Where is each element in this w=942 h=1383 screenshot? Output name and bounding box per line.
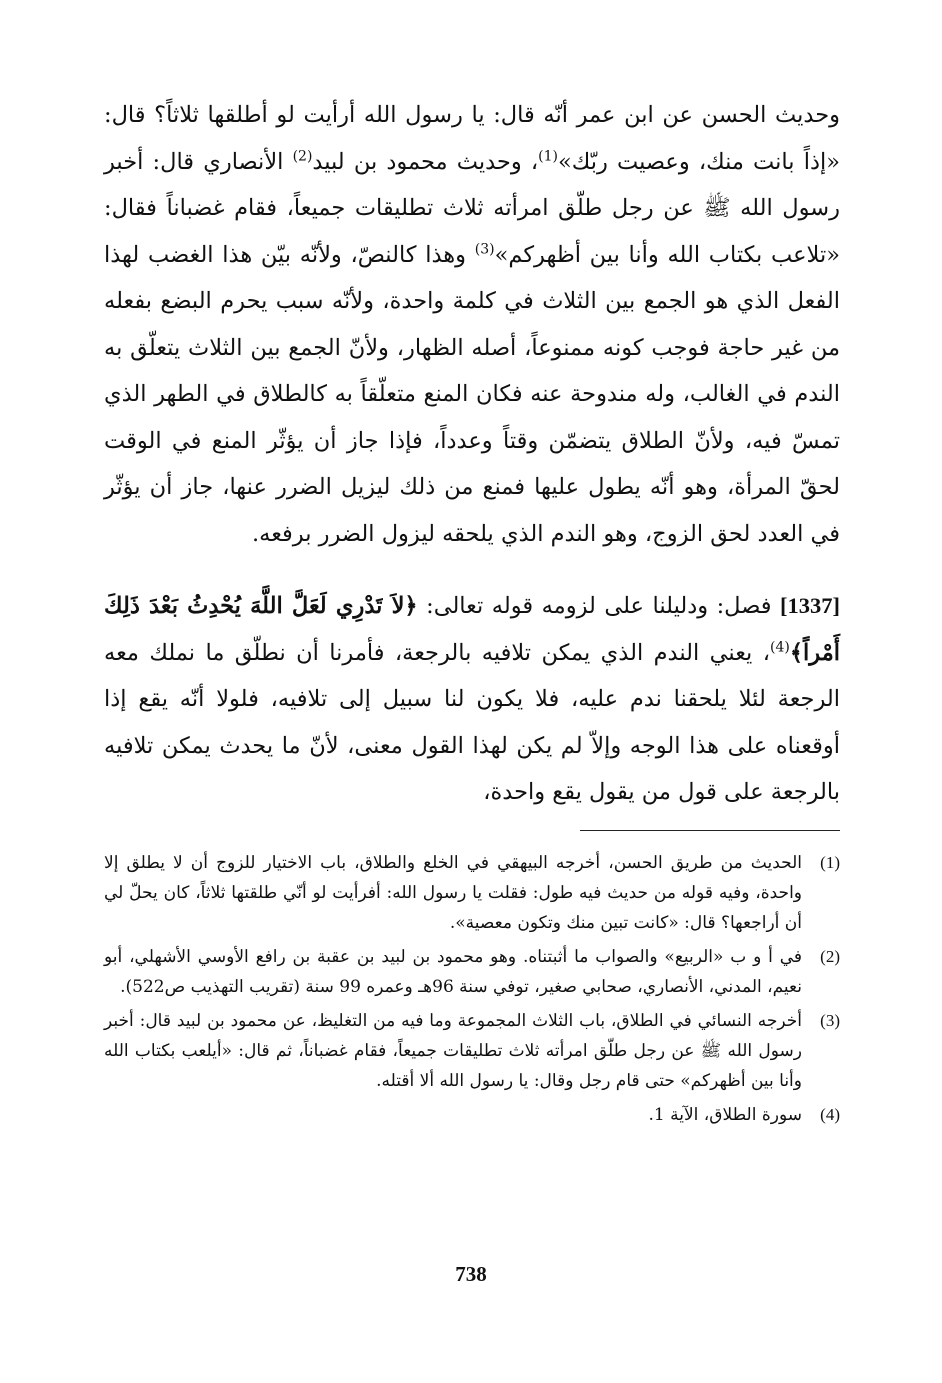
footnote-number: (1) <box>820 853 840 872</box>
quran-verse: ﴿لاَ تَدْرِي لَعَلَّ اللَّهَ يُحْدِثُ بَعْدَ ذَلِكَ أَمْراً﴾ <box>104 593 840 666</box>
footnote-text: سورة الطلاق، الآية 1. <box>648 1105 802 1125</box>
footnote-number: (4) <box>820 1105 840 1124</box>
paragraph-1-text-a: وحديث الحسن عن ابن عمر أنّه قال: يا رسول الله أرأيت لو أطلقها ثلاثاً؟ قال: «إذاً بانت منك، وعصيت ربّك» <box>104 102 840 175</box>
main-text <box>104 92 840 816</box>
footnote-ref-1: (1) <box>538 148 558 164</box>
paragraph-1-text-b: ، وحديث محمود بن لبيد <box>312 148 539 175</box>
footnote-4 <box>104 1100 840 1130</box>
footnote-text: الحديث من طريق الحسن، أخرجه البيهقي في الخلع والطلاق، باب الاختيار للزوج أن لا يطلق إلا واحدة، وفيه قوله من حديث فيه طول: فقلت يا رسول الله: أفرأيت لو أنّي طلقتها ثلاثاً، كان يحلّ لي أن أراجعها؟ قال: «كانت تبين منك وتكون معصية». <box>104 853 802 933</box>
footnote-1 <box>104 848 840 938</box>
paragraph-2 <box>104 583 840 816</box>
footnote-number: (2) <box>820 947 840 966</box>
paragraph-2-text-a: فصل: ودليلنا على لزومه قوله تعالى: <box>417 593 780 619</box>
paragraph-1 <box>104 92 840 557</box>
footnote-number: (3) <box>820 1011 840 1030</box>
footnote-text: أخرجه النسائي في الطلاق، باب الثلاث المجموعة وما فيه من التغليظ، عن محمود بن لبيد قال: أخبر رسول الله ﷺ عن رجل طلّق امرأته ثلاث تطليقات جميعاً، فقام غضباناً، ثم قال: «أيلعب بكتاب الله وأنا بين أظهركم» حتى قام رجل وقال: يا رسول الله ألا أقتله. <box>104 1011 802 1091</box>
footnote-ref-3: (3) <box>474 241 495 257</box>
paragraph-2-text-b: ، يعني الندم الذي يمكن تلافيه بالرجعة، فأمرنا أن نطلّق ما نملك معه الرجعة لئلا يلحقنا ندم عليه، فلا يكون لنا سبيل إلى تلافيه، فلولا أنّه يقع إذا أوقعناه على هذا الوجه وإلاّ لم يكن لهذا القول معنى، لأنّ ما يحدث يمكن تلافيه بالرجعة على قول من يقول يقع واحدة، <box>104 639 840 805</box>
footnote-ref-4: (4) <box>769 639 790 655</box>
footnote-ref-2: (2) <box>292 148 313 164</box>
footnotes <box>104 848 840 1134</box>
section-number: [1337] <box>780 593 840 618</box>
footnote-divider <box>580 830 840 831</box>
footnote-2 <box>104 942 840 1002</box>
paragraph-1-text-c: الأنصاري قال: أخبر رسول الله ﷺ عن رجل طلّق امرأته ثلاث تطليقات جميعاً، فقام غضباناً فقال: «تلاعب بكتاب الله وأنا بين أظهركم» <box>104 148 840 268</box>
footnote-3 <box>104 1006 840 1096</box>
paragraph-1-text-d: وهذا كالنصّ، ولأنّه بيّن هذا الغضب لهذا الفعل الذي هو الجمع بين الثلاث في كلمة واحدة، ولأنّه سبب يحرم البضع بفعله من غير حاجة فوجب كونه ممنوعاً، أصله الظهار، ولأنّ الجمع بين الثلاث يتعلّق به الندم في الغالب، وله مندوحة عنه فكان المنع متعلّقاً به كالطلاق في الطهر الذي تمسّ فيه، ولأنّ الطلاق يتضمّن وقتاً وعدداً، فإذا جاز أن يؤثّر المنع في الوقت لحقّ المرأة، وهو أنّه يطول عليها فمنع من ذلك ليزيل الضرر عنها، جاز أن يؤثّر في العدد لحق الزوج، وهو الندم الذي يلحقه ليزول الضرر برفعه. <box>104 241 840 547</box>
page-number: 738 <box>455 1262 487 1286</box>
footnote-text: في أ و ب «الربيع» والصواب ما أثبتناه. وهو محمود بن لبيد بن عقبة بن رافع الأوسي الأشهلي، أبو نعيم، المدني، الأنصاري، صحابي صغير، توفي سنة 96هـ وعمره 99 سنة (تقريب التهذيب ص522). <box>104 947 802 997</box>
